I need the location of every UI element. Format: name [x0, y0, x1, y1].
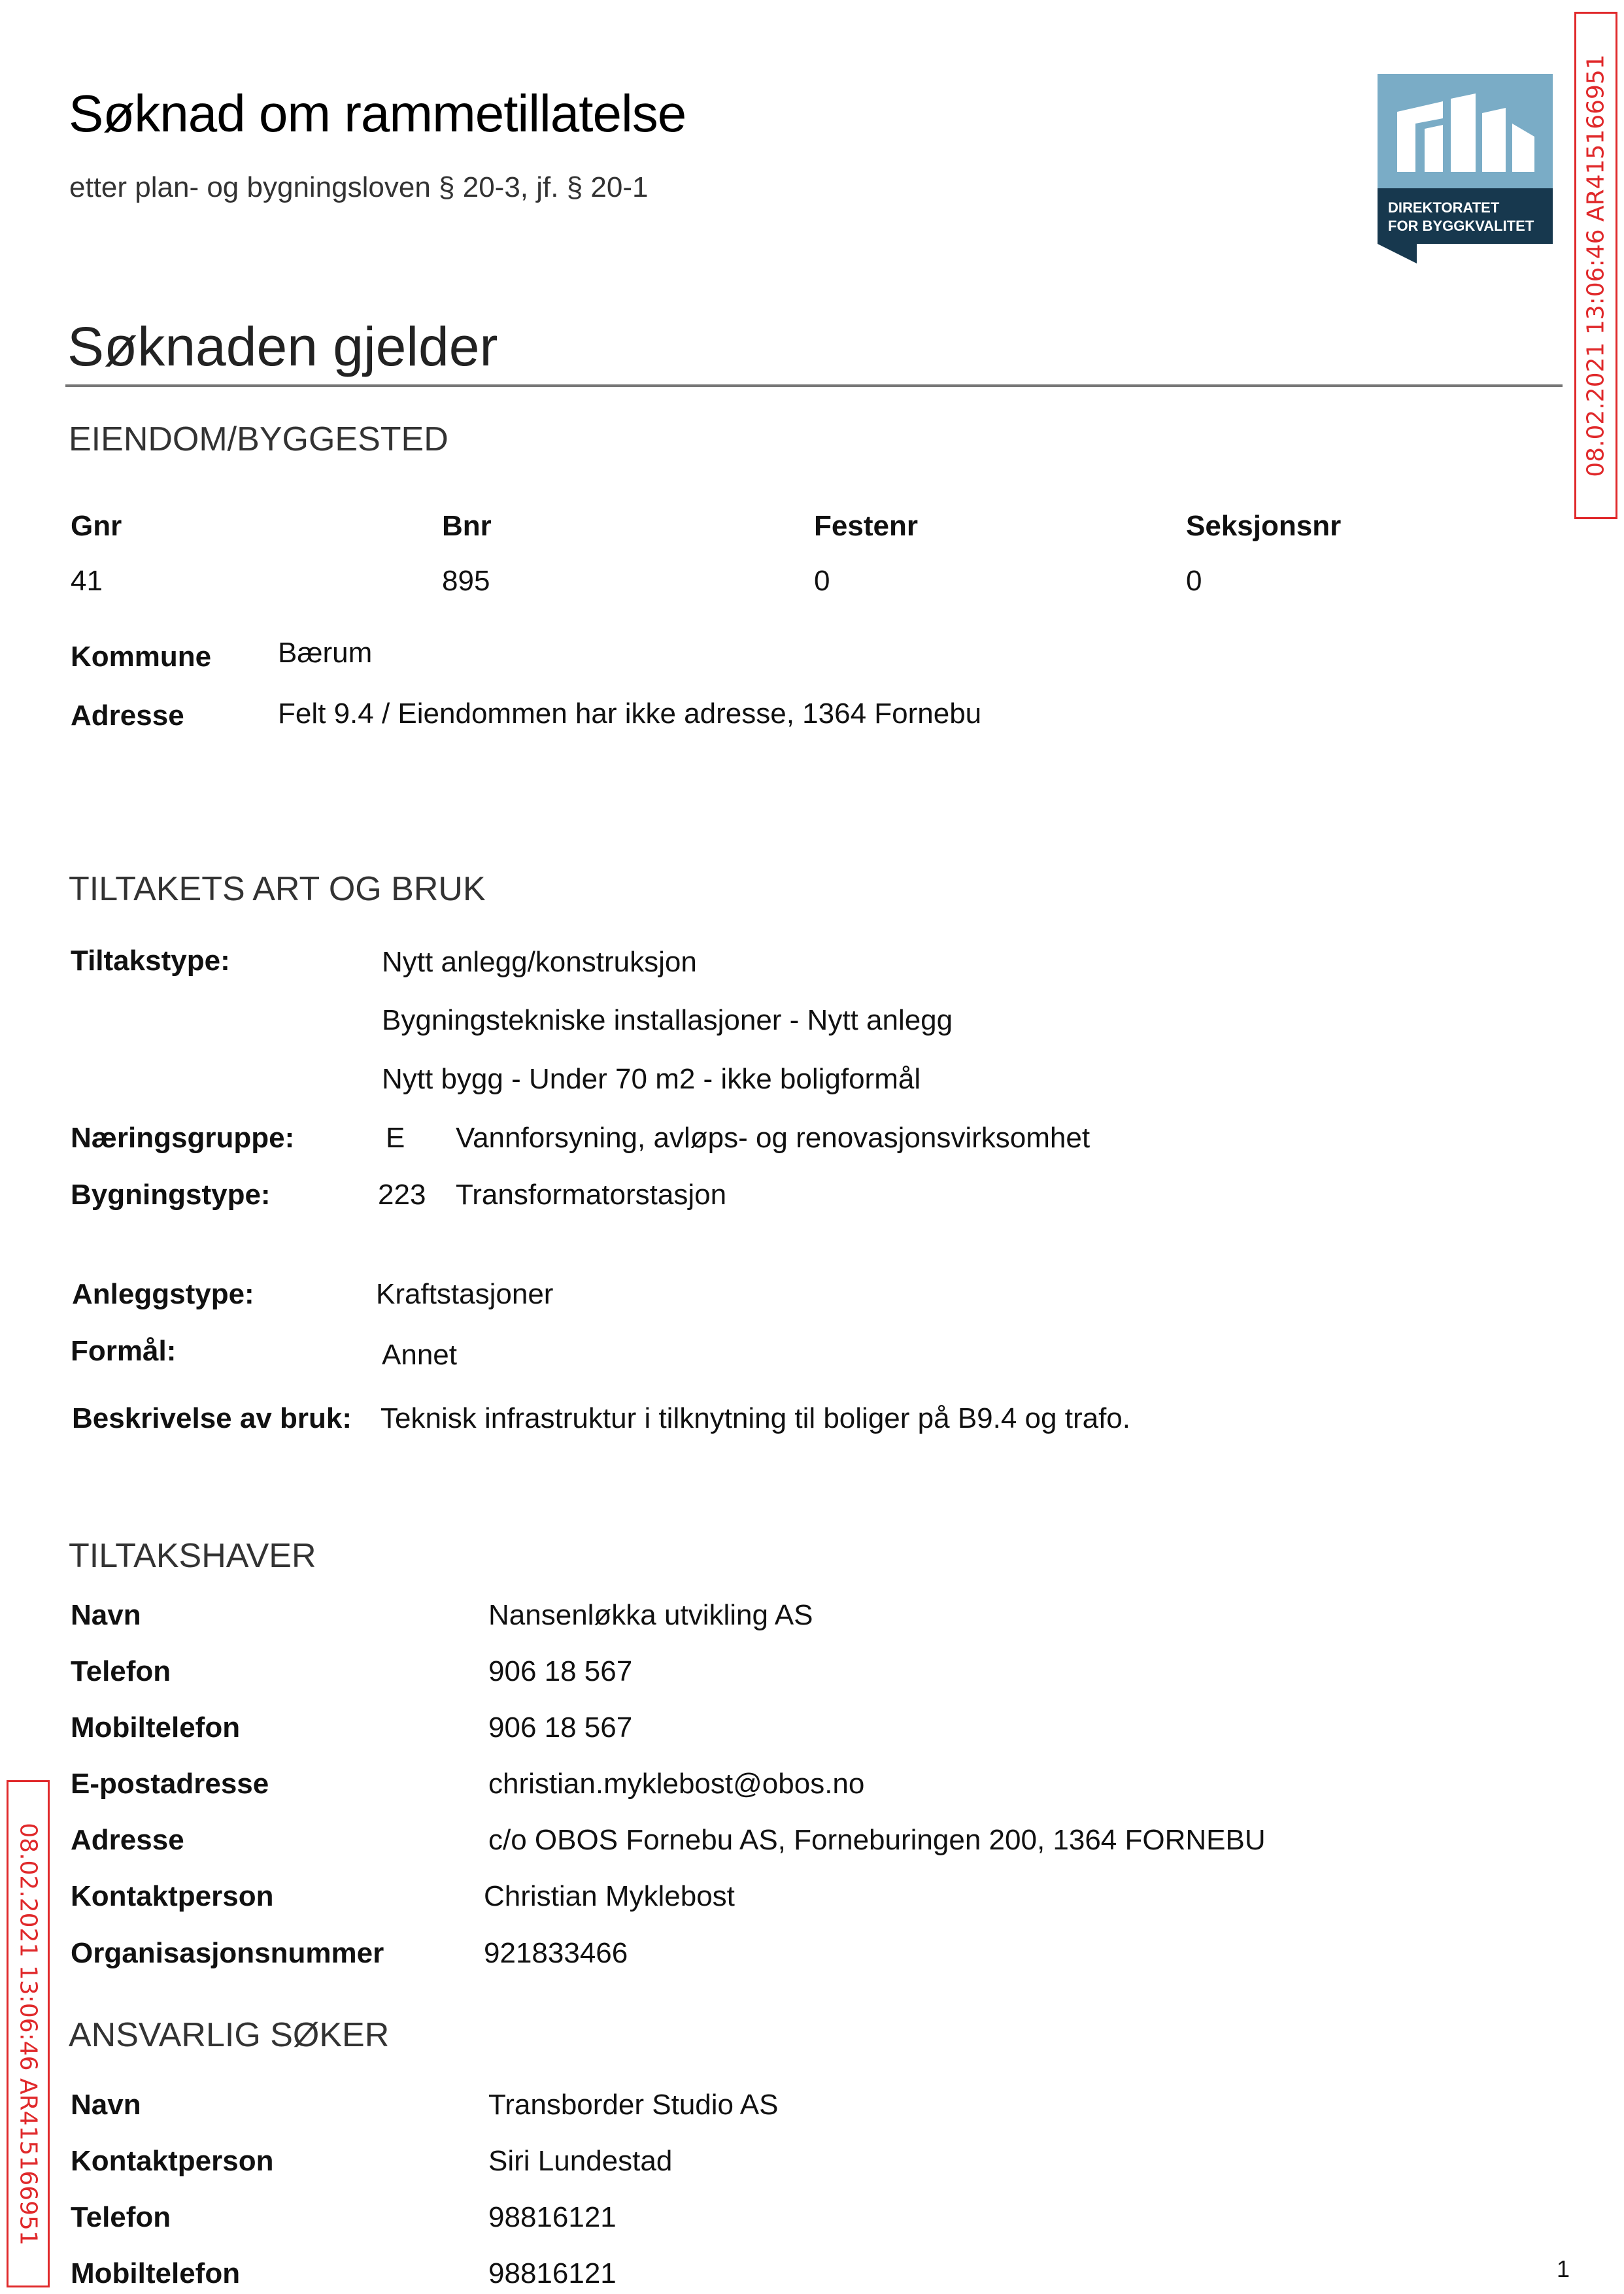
document-title: Søknad om rammetillatelse [69, 84, 686, 143]
tiltakshaver-orgnr-value: 921833466 [484, 1937, 628, 1969]
tiltakshaver-telefon-label: Telefon [71, 1655, 171, 1687]
soker-kontakt-label: Kontaktperson [71, 2145, 274, 2177]
tiltakshaver-kontakt-value: Christian Myklebost [484, 1880, 735, 1912]
gnr-value: 41 [71, 565, 103, 597]
tiltakshaver-telefon-value: 906 18 567 [488, 1655, 633, 1687]
soker-telefon-value: 98816121 [488, 2201, 617, 2233]
naeringsgruppe-code: E [386, 1122, 405, 1154]
section-title: Søknaden gjelder [67, 316, 498, 377]
tiltakshaver-epost-value: christian.myklebost@obos.no [488, 1768, 865, 1800]
kommune-label: Kommune [71, 641, 212, 673]
gnr-label: Gnr [71, 510, 122, 542]
timestamp-stamp-top [1574, 12, 1617, 519]
soker-navn-value: Transborder Studio AS [488, 2089, 779, 2121]
logo-text-line1: DIREKTORATET [1388, 199, 1500, 216]
document-subtitle: etter plan- og bygningsloven § 20-3, jf. § 20-1 [69, 171, 649, 203]
tiltakshaver-navn-label: Navn [71, 1599, 141, 1631]
tiltakshaver-kontakt-label: Kontaktperson [71, 1880, 274, 1912]
divider [65, 384, 1563, 387]
tiltakstype-label: Tiltakstype: [71, 945, 230, 977]
festenr-value: 0 [814, 565, 830, 597]
soker-telefon-label: Telefon [71, 2201, 171, 2233]
tiltakshaver-adresse-value: c/o OBOS Fornebu AS, Forneburingen 200, 1364 FORNEBU [488, 1824, 1266, 1856]
adresse-value: Felt 9.4 / Eiendommen har ikke adresse, 1364 Fornebu [278, 698, 982, 730]
tiltakshaver-mobil-value: 906 18 567 [488, 1712, 633, 1744]
seksjonsnr-label: Seksjonsnr [1186, 510, 1342, 542]
tiltakstype-item: Nytt anlegg/konstruksjon [382, 946, 697, 978]
bygningstype-label: Bygningstype: [71, 1179, 271, 1211]
bygningstype-value: Transformatorstasjon [456, 1179, 727, 1211]
soker-mobil-label: Mobiltelefon [71, 2257, 241, 2289]
soker-kontakt-value: Siri Lundestad [488, 2145, 673, 2177]
festenr-label: Festenr [814, 510, 918, 542]
soker-navn-label: Navn [71, 2089, 141, 2121]
tiltakshaver-adresse-label: Adresse [71, 1824, 184, 1856]
soker-mobil-value: 98816121 [488, 2257, 617, 2289]
stamp-text: 08.02.2021 13:06:46 AR415166951 [14, 1822, 42, 2246]
naeringsgruppe-value: Vannforsyning, avløps- og renovasjonsvirksomhet [456, 1122, 1091, 1154]
adresse-label: Adresse [71, 700, 184, 732]
anleggstype-value: Kraftstasjoner [376, 1278, 554, 1310]
tiltakshaver-epost-label: E-postadresse [71, 1768, 269, 1800]
tiltakshaver-orgnr-label: Organisasjonsnummer [71, 1937, 384, 1969]
bnr-value: 895 [442, 565, 490, 597]
tiltakstype-item: Bygningstekniske installasjoner - Nytt anlegg [382, 1004, 953, 1036]
beskrivelse-label: Beskrivelse av bruk: [72, 1402, 352, 1434]
anleggstype-label: Anleggstype: [72, 1278, 254, 1310]
kommune-value: Bærum [278, 637, 373, 669]
naeringsgruppe-label: Næringsgruppe: [71, 1122, 295, 1154]
beskrivelse-value: Teknisk infrastruktur i tilknytning til boliger på B9.4 og trafo. [381, 1402, 1130, 1434]
bygningstype-code: 223 [378, 1179, 426, 1211]
bnr-label: Bnr [442, 510, 492, 542]
tiltakshaver-heading: TILTAKSHAVER [69, 1537, 316, 1575]
formal-value: Annet [382, 1339, 457, 1371]
eiendom-heading: EIENDOM/BYGGESTED [69, 420, 448, 458]
stamp-text: 08.02.2021 13:06:46 AR415166951 [1582, 54, 1610, 477]
seksjonsnr-value: 0 [1186, 565, 1202, 597]
page-number: 1 [1557, 2255, 1570, 2282]
dibk-logo [1378, 74, 1553, 263]
tiltakshaver-navn-value: Nansenløkka utvikling AS [488, 1599, 813, 1631]
tiltakshaver-mobil-label: Mobiltelefon [71, 1712, 241, 1744]
logo-text-line2: FOR BYGGKVALITET [1388, 218, 1534, 234]
timestamp-stamp-side [7, 1780, 50, 2287]
tiltak-heading: TILTAKETS ART OG BRUK [69, 870, 486, 908]
ansvarlig-soker-heading: ANSVARLIG SØKER [69, 2016, 390, 2054]
tiltakstype-item: Nytt bygg - Under 70 m2 - ikke boligformål [382, 1063, 921, 1095]
formal-label: Formål: [71, 1335, 177, 1367]
